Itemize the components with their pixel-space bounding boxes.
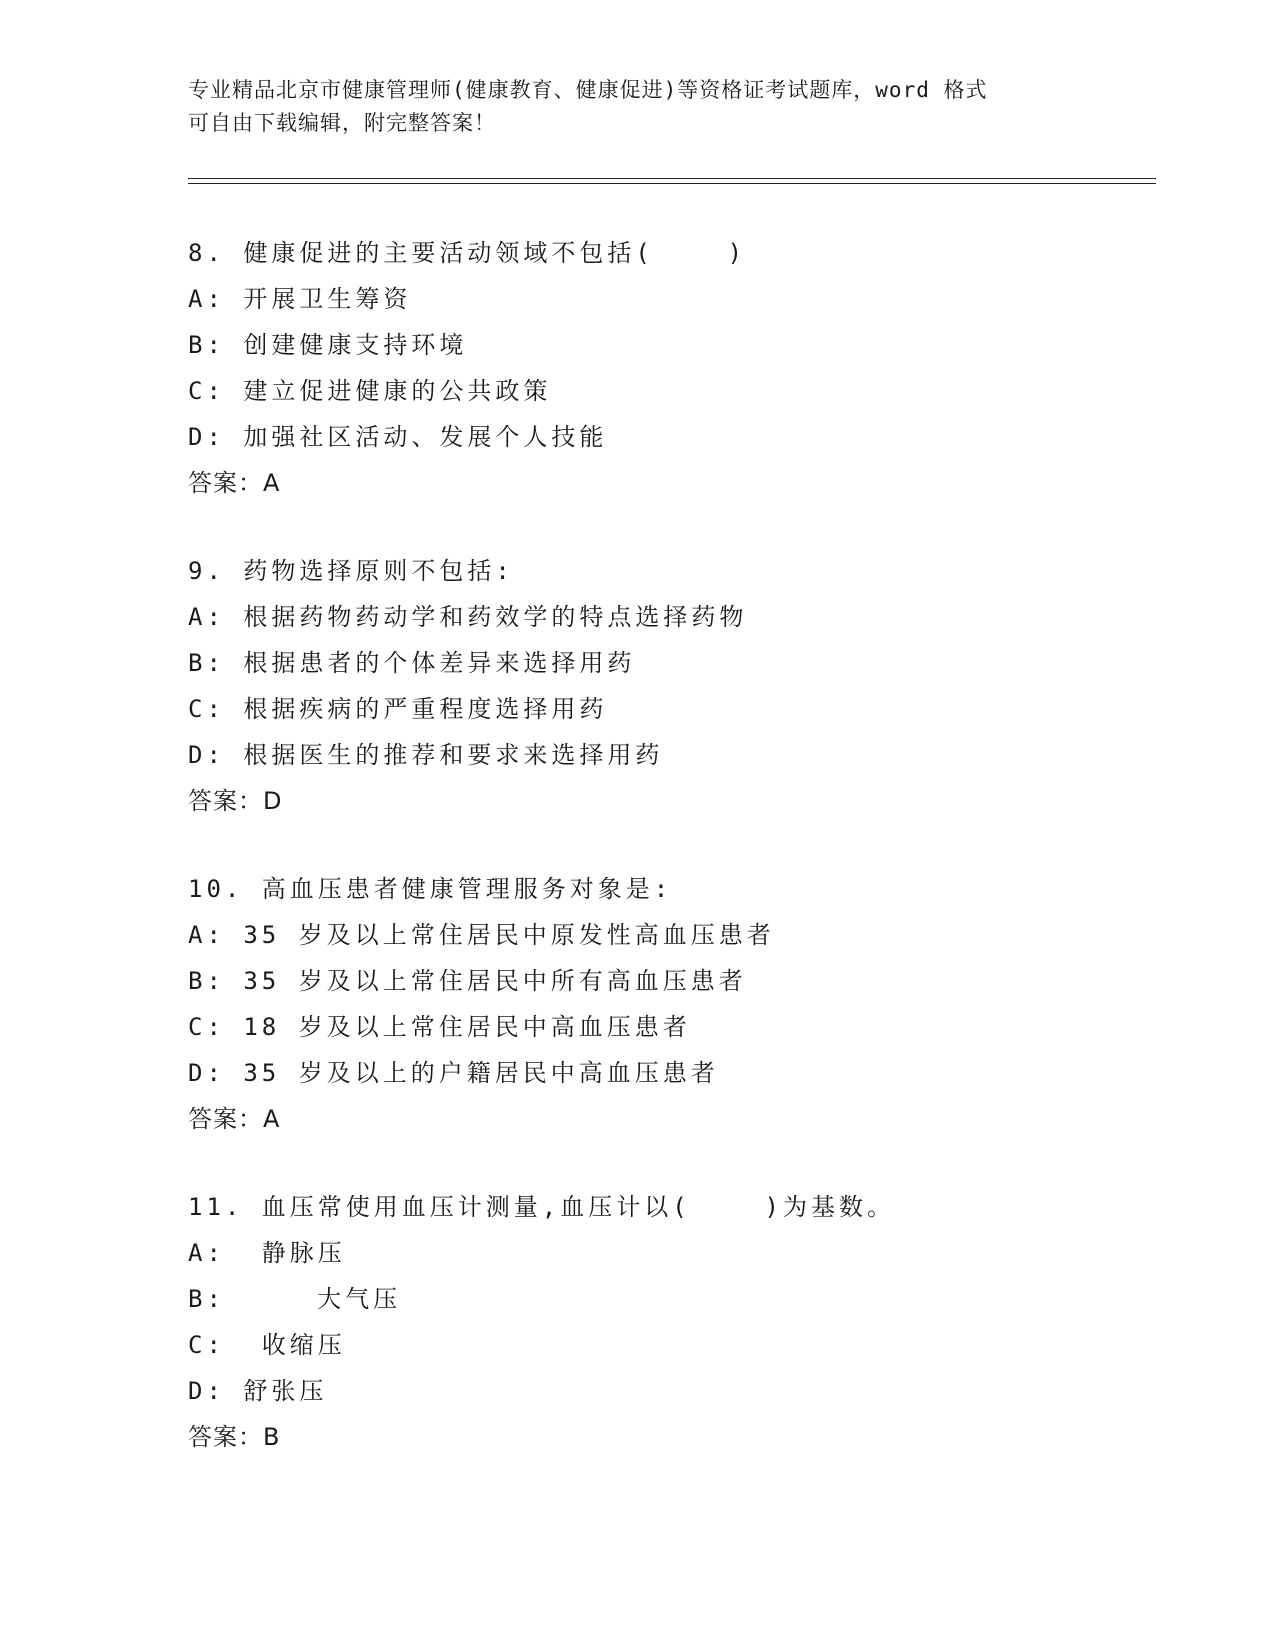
- option-a: A: 35 岁及以上常住居民中原发性高血压患者: [188, 921, 775, 949]
- option-c: C: 根据疾病的严重程度选择用药: [188, 695, 608, 723]
- option-a: A: 静脉压: [188, 1239, 346, 1267]
- option-b: B: 根据患者的个体差异来选择用药: [188, 649, 636, 677]
- option-b: B: 创建健康支持环境: [188, 331, 468, 359]
- answer-label: 答案：B: [188, 1423, 281, 1451]
- option-d: D: 35 岁及以上的户籍居民中高血压患者: [188, 1059, 719, 1087]
- question-stem: 9. 药物选择原则不包括:: [188, 557, 514, 585]
- question-8: [188, 230, 1088, 506]
- option-b: B: 35 岁及以上常住居民中所有高血压患者: [188, 967, 747, 995]
- question-stem: 11. 血压常使用血压计测量,血压计以( )为基数。: [188, 1193, 895, 1221]
- option-a: A: 开展卫生筹资: [188, 285, 412, 313]
- option-d: D: 舒张压: [188, 1377, 328, 1405]
- header-line-1: 专业精品北京市健康管理师(健康教育、健康促进)等资格证考试题库，word 格式: [188, 78, 988, 102]
- question-10: [188, 866, 1088, 1142]
- option-c: C: 18 岁及以上常住居民中高血压患者: [188, 1013, 691, 1041]
- option-d: D: 加强社区活动、发展个人技能: [188, 423, 608, 451]
- question-11: [188, 1184, 1088, 1460]
- option-b: B: 大气压: [188, 1285, 402, 1313]
- header-divider-top: [188, 178, 1156, 179]
- header-divider-bottom: [188, 183, 1156, 184]
- option-d: D: 根据医生的推荐和要求来选择用药: [188, 741, 664, 769]
- question-stem: 8. 健康促进的主要活动领域不包括( ): [188, 239, 747, 267]
- answer-label: 答案：A: [188, 469, 281, 497]
- option-a: A: 根据药物药动学和药效学的特点选择药物: [188, 603, 748, 631]
- answer-label: 答案：A: [188, 1105, 281, 1133]
- document-header: [188, 74, 1088, 140]
- question-stem: 10. 高血压患者健康管理服务对象是:: [188, 875, 673, 903]
- option-c: C: 收缩压: [188, 1331, 346, 1359]
- header-line-2: 可自由下载编辑，附完整答案！: [188, 111, 496, 135]
- option-c: C: 建立促进健康的公共政策: [188, 377, 552, 405]
- answer-label: 答案：D: [188, 787, 283, 815]
- question-9: [188, 548, 1088, 824]
